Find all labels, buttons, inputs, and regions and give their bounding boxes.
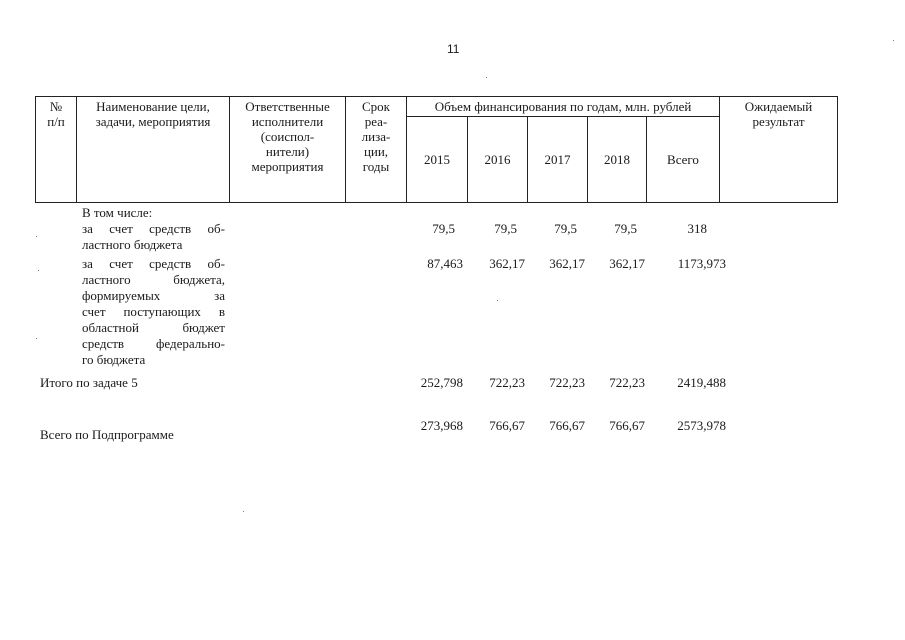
federal-2016: 362,17 xyxy=(489,256,525,271)
subprogram-total: 2573,978 xyxy=(677,418,726,433)
regional-budget-line: за счет средств об- xyxy=(82,221,225,236)
header-year-2015: 2015 xyxy=(407,117,468,203)
federal-budget-line: областной бюджет xyxy=(82,320,225,335)
scan-speck xyxy=(243,511,244,512)
federal-2017: 362,17 xyxy=(549,256,585,271)
header-year-total: Всего xyxy=(647,117,720,203)
header-executors: Ответственные исполнители (соиспол- нители) мероприятия xyxy=(230,97,346,203)
federal-2018: 362,17 xyxy=(609,256,645,271)
regional-2016: 79,5 xyxy=(494,221,517,236)
header-year-2017: 2017 xyxy=(528,117,588,203)
subprogram-2017: 766,67 xyxy=(549,418,585,433)
subprogram-2016: 766,67 xyxy=(489,418,525,433)
header-num: № п/п xyxy=(36,97,77,203)
header-name: Наименование цели, задачи, мероприятия xyxy=(77,97,230,203)
scan-speck xyxy=(497,300,498,301)
federal-budget-line: ластного бюджета, xyxy=(82,272,225,287)
federal-budget-line: формируемых за xyxy=(82,288,225,303)
federal-budget-line: средств федерально- xyxy=(82,336,225,351)
task5-2015: 252,798 xyxy=(420,375,463,390)
federal-budget-line: го бюджета xyxy=(82,352,146,367)
page-number: 11 xyxy=(447,42,460,56)
task5-total: 2419,488 xyxy=(677,375,726,390)
including-label: В том числе: xyxy=(82,205,153,220)
scan-speck xyxy=(36,236,37,237)
scan-speck xyxy=(36,338,37,339)
header-year-2016: 2016 xyxy=(468,117,528,203)
scan-speck xyxy=(893,40,894,41)
federal-budget-label xyxy=(82,256,225,368)
federal-budget-line: счет поступающих в xyxy=(82,304,225,319)
task5-2017: 722,23 xyxy=(549,375,585,390)
task5-2018: 722,23 xyxy=(609,375,645,390)
regional-budget-label xyxy=(82,221,225,253)
federal-total: 1173,973 xyxy=(677,256,726,271)
header-result: Ожидаемый результат xyxy=(720,97,838,203)
scan-speck xyxy=(486,77,487,78)
regional-2015: 79,5 xyxy=(432,221,455,236)
header-year-2018: 2018 xyxy=(588,117,647,203)
federal-budget-line: за счет средств об- xyxy=(82,256,225,271)
header-term: Срок реа- лиза- ции, годы xyxy=(346,97,407,203)
header-funding: Объем финансирования по годам, млн. рублей xyxy=(407,97,720,117)
subprogram-2015: 273,968 xyxy=(420,418,463,433)
task5-total-label: Итого по задаче 5 xyxy=(40,375,138,390)
task5-2016: 722,23 xyxy=(489,375,525,390)
regional-2018: 79,5 xyxy=(614,221,637,236)
regional-total: 318 xyxy=(687,221,707,236)
scan-speck xyxy=(38,270,39,271)
table-header xyxy=(35,96,838,203)
regional-budget-line: ластного бюджета xyxy=(82,237,183,252)
subprogram-2018: 766,67 xyxy=(609,418,645,433)
federal-2015: 87,463 xyxy=(427,256,463,271)
regional-2017: 79,5 xyxy=(554,221,577,236)
subprogram-total-label: Всего по Подпрограмме xyxy=(40,427,174,442)
